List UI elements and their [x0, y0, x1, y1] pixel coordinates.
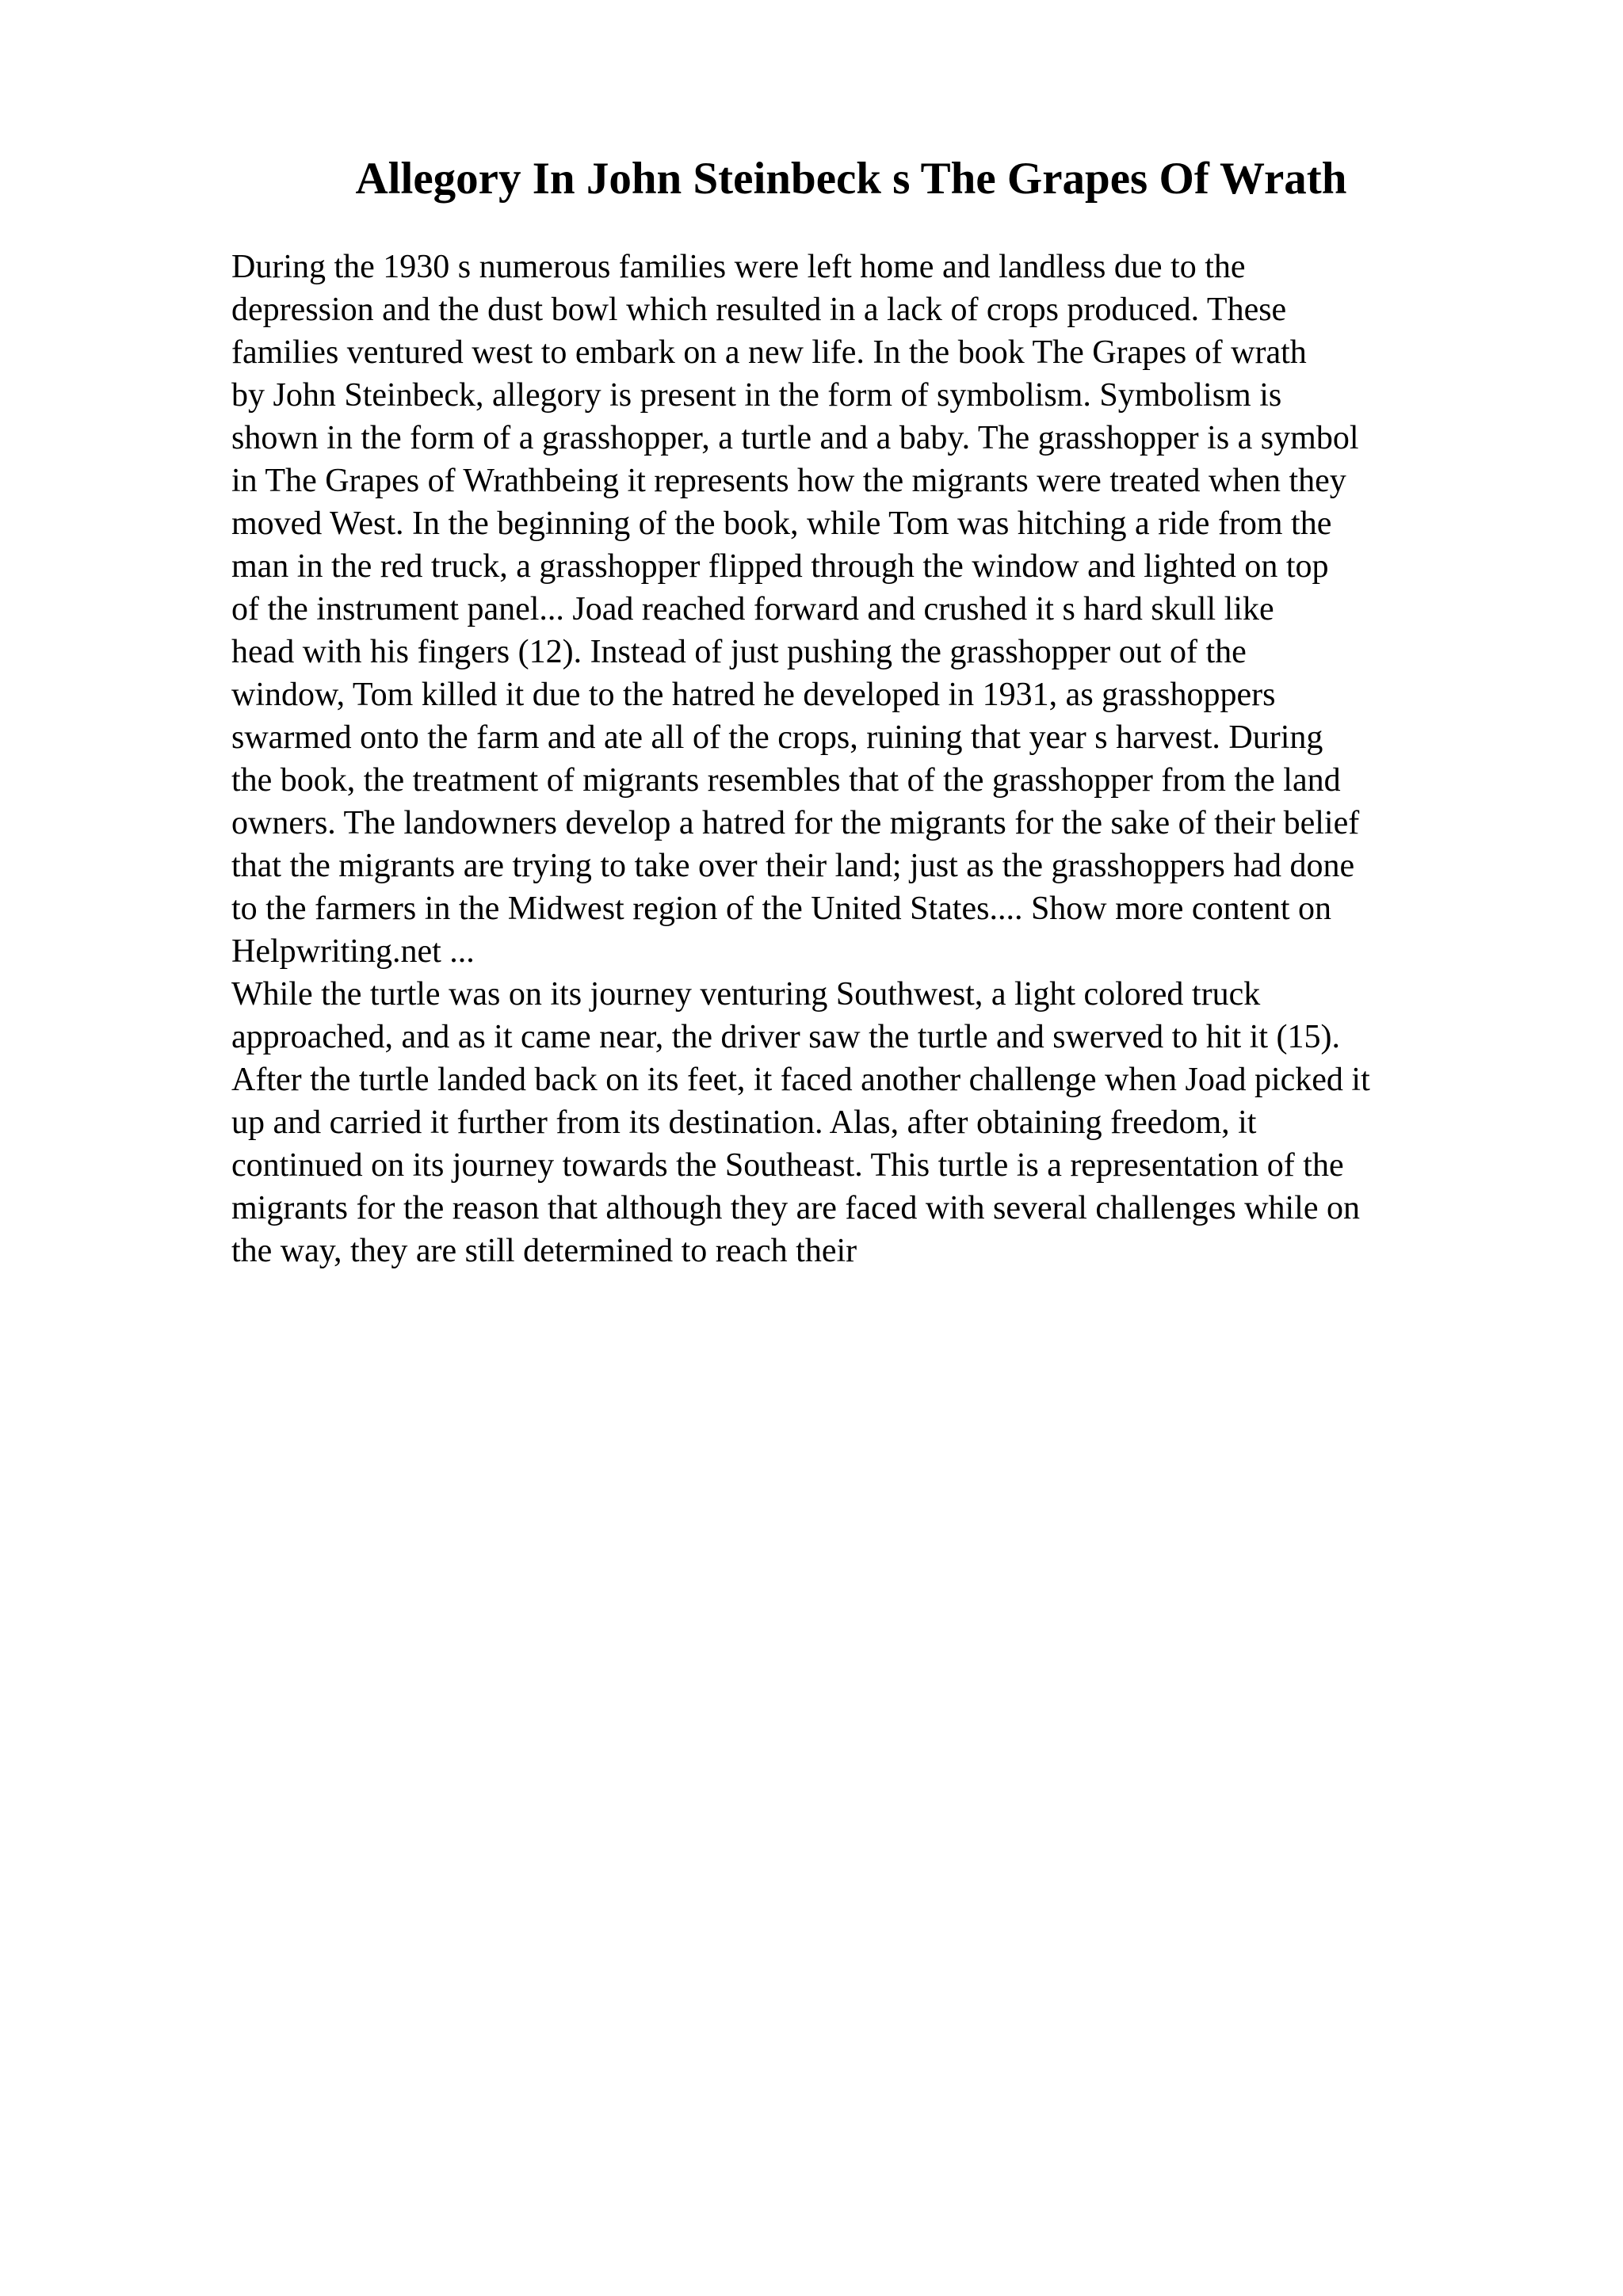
body-line: shown in the form of a grasshopper, a turtle and a baby. The grasshopper is a symbol — [231, 420, 1359, 456]
document-title: Allegory In John Steinbeck s The Grapes Of Wrath — [355, 154, 1347, 204]
body-line: swarmed onto the farm and ate all of the crops, ruining that year s harvest. During — [231, 719, 1323, 756]
body-line: Helpwriting.net ... — [231, 933, 475, 970]
body-line: owners. The landowners develop a hatred for the migrants for the sake of their belief — [231, 805, 1360, 841]
body-line: in The Grapes of Wrathbeing it represents how the migrants were treated when they — [231, 463, 1346, 499]
body-line: by John Steinbeck, allegory is present in the form of symbolism. Symbolism is — [231, 377, 1282, 414]
body-line: the book, the treatment of migrants resembles that of the grasshopper from the land — [231, 762, 1341, 799]
body-line: the way, they are still determined to reach their — [231, 1233, 857, 1269]
body-line: of the instrument panel... Joad reached forward and crushed it s hard skull like — [231, 591, 1274, 627]
body-line: families ventured west to embark on a new life. In the book The Grapes of wrath — [231, 334, 1307, 371]
body-line: While the turtle was on its journey venturing Southwest, a light colored truck — [231, 976, 1261, 1013]
body-line: man in the red truck, a grasshopper flipped through the window and lighted on top — [231, 548, 1329, 585]
body-line: up and carried it further from its destination. Alas, after obtaining freedom, it — [231, 1104, 1257, 1141]
body-line: head with his fingers (12). Instead of just pushing the grasshopper out of the — [231, 634, 1247, 670]
body-line: During the 1930 s numerous families were left home and landless due to the — [231, 249, 1246, 285]
body-line: that the migrants are trying to take over their land; just as the grasshoppers had done — [231, 848, 1355, 884]
body-line: After the turtle landed back on its feet, it faced another challenge when Joad picked it — [231, 1062, 1370, 1098]
document-body — [231, 246, 1515, 1272]
body-line: moved West. In the beginning of the book, while Tom was hitching a ride from the — [231, 505, 1332, 542]
body-line: window, Tom killed it due to the hatred he developed in 1931, as grasshoppers — [231, 677, 1276, 713]
body-line: continued on its journey towards the Southeast. This turtle is a representation of the — [231, 1147, 1344, 1184]
body-line: migrants for the reason that although they are faced with several challenges while on — [231, 1190, 1360, 1226]
body-line: to the farmers in the Midwest region of the United States.... Show more content on — [231, 891, 1332, 927]
body-line: approached, and as it came near, the driver saw the turtle and swerved to hit it (15). — [231, 1019, 1340, 1055]
body-line: depression and the dust bowl which resulted in a lack of crops produced. These — [231, 292, 1287, 328]
